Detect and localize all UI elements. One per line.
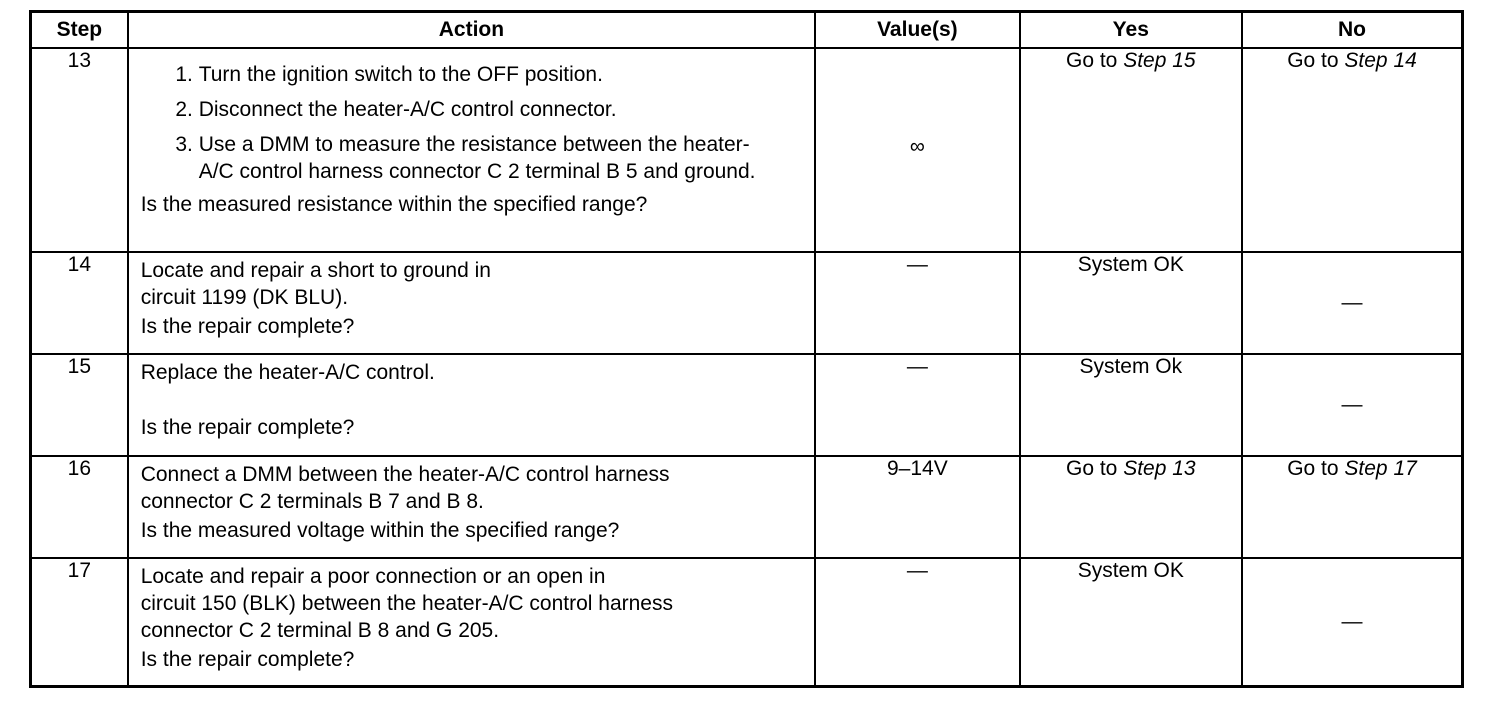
yes-goto-step-link[interactable]: Step 15 (1123, 49, 1196, 72)
header-action: Action (128, 12, 815, 49)
header-step: Step (31, 12, 128, 49)
no-cell: — (1242, 558, 1462, 686)
no-cell (1242, 456, 1462, 558)
no-goto-step-link[interactable]: Step 17 (1344, 457, 1417, 480)
value-cell: — (815, 558, 1019, 686)
action-question: Is the repair complete? (140, 416, 355, 439)
infinity-value: ∞ (909, 135, 925, 158)
header-no: No (1242, 12, 1462, 49)
table-row-step-15 (31, 354, 1463, 456)
action-text-line: connector C 2 terminals B 7 and B 8. (140, 490, 484, 513)
yes-cell (1020, 456, 1242, 558)
action-text-line: Locate and repair a short to ground in (140, 259, 491, 282)
table-row-step-14 (31, 252, 1463, 354)
step-number: 13 (31, 48, 128, 252)
action-cell (128, 456, 815, 558)
header-yes: Yes (1020, 12, 1242, 49)
value-cell: 9–14V (815, 456, 1019, 558)
action-cell (128, 558, 815, 686)
action-question: Is the repair complete? (140, 648, 355, 671)
action-text-line: Connect a DMM between the heater-A/C control harness (140, 463, 670, 486)
step-number: 17 (31, 558, 128, 686)
no-goto-step-link[interactable]: Step 14 (1344, 49, 1417, 72)
step-number: 14 (31, 252, 128, 354)
action-step: 3. Use a DMM to measure the resistance between the heater-A/C control harness connector C 2 terminal B 5 and ground. (199, 131, 804, 185)
action-text-line: connector C 2 terminal B 8 and G 205. (140, 619, 500, 642)
yes-goto-label: Go to (1065, 457, 1124, 480)
step-number: 15 (31, 354, 128, 456)
action-text-line: circuit 1199 (DK BLU). (140, 286, 349, 309)
action-text-line: Locate and repair a poor connection or an open in (140, 565, 606, 588)
action-text-line: circuit 150 (BLK) between the heater-A/C control harness (140, 592, 673, 615)
value-cell (815, 48, 1019, 252)
no-goto-label: Go to (1287, 49, 1345, 72)
value-cell: — (815, 354, 1019, 456)
no-cell: — (1242, 354, 1462, 456)
yes-cell: System Ok (1020, 354, 1242, 456)
yes-cell (1020, 48, 1242, 252)
action-question: Is the measured resistance within the specified range? (140, 193, 648, 216)
diagnostic-table (29, 10, 1464, 688)
action-step: 2. Disconnect the heater-A/C control connector. (199, 96, 804, 123)
no-cell: — (1242, 252, 1462, 354)
action-cell (128, 252, 815, 354)
action-cell (128, 354, 815, 456)
table-row-step-17 (31, 558, 1463, 686)
yes-cell: System OK (1020, 558, 1242, 686)
header-values: Value(s) (815, 12, 1019, 49)
action-step: 1. Turn the ignition switch to the OFF position. (199, 61, 804, 88)
action-steps-list (141, 61, 804, 185)
action-text-line: Replace the heater-A/C control. (140, 361, 435, 384)
yes-cell: System OK (1020, 252, 1242, 354)
action-cell (128, 48, 815, 252)
table-row-step-13 (31, 48, 1463, 252)
header-row (31, 12, 1463, 49)
action-question: Is the repair complete? (140, 315, 355, 338)
no-cell (1242, 48, 1462, 252)
yes-goto-step-link[interactable]: Step 13 (1123, 457, 1196, 480)
value-cell: — (815, 252, 1019, 354)
step-number: 16 (31, 456, 128, 558)
yes-goto-label: Go to (1065, 49, 1124, 72)
table-row-step-16 (31, 456, 1463, 558)
action-question: Is the measured voltage within the specified range? (140, 519, 620, 542)
no-goto-label: Go to (1287, 457, 1345, 480)
